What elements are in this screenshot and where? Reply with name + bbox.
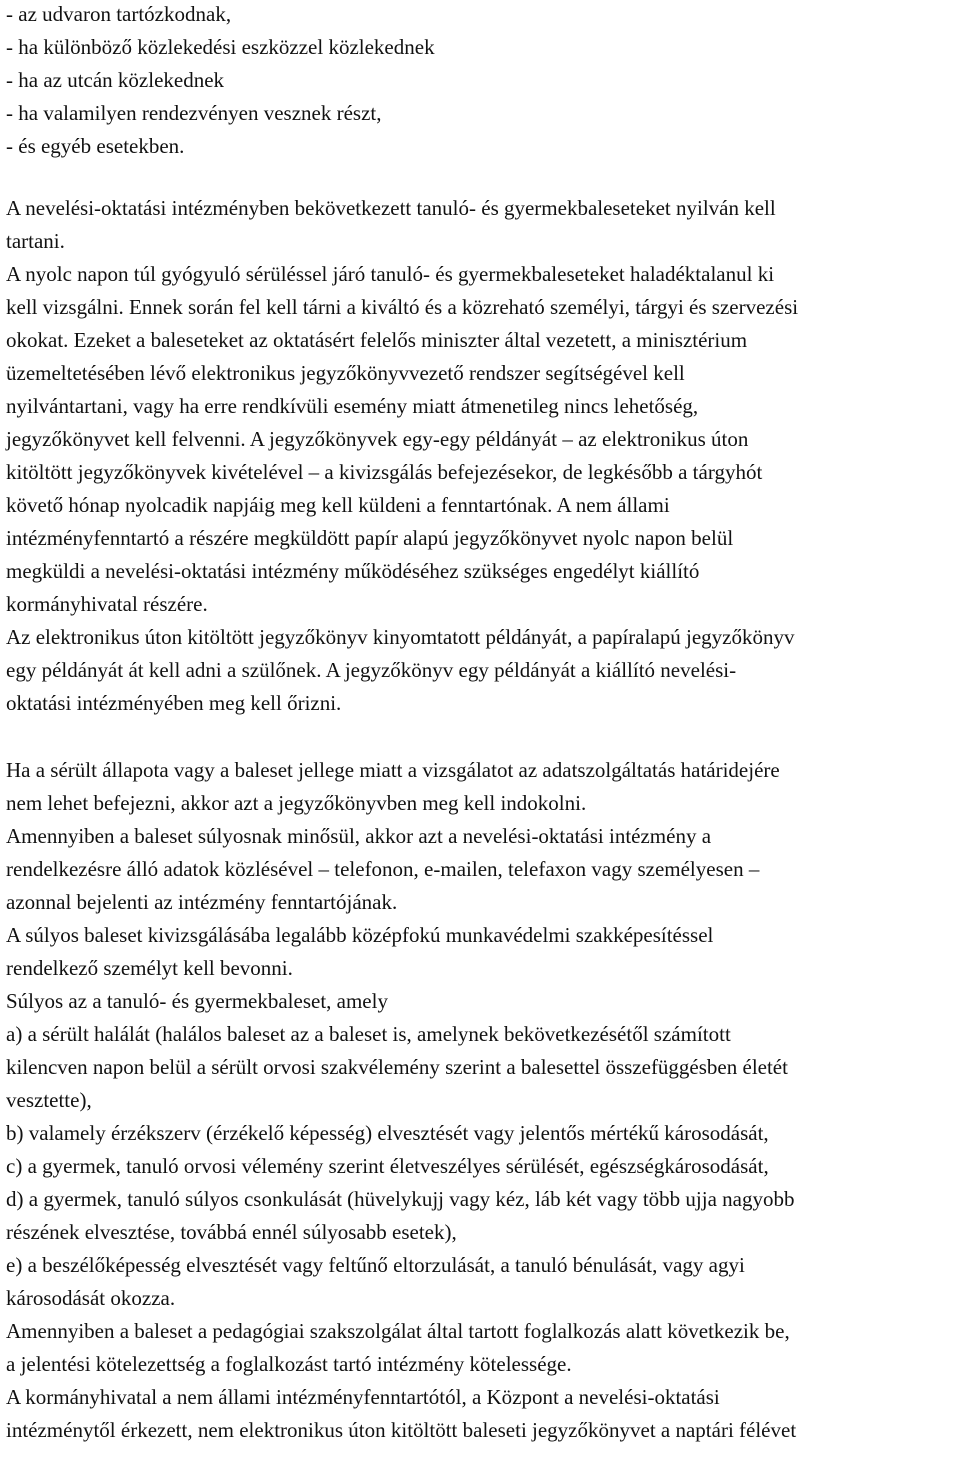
list-item: - az udvaron tartózkodnak,: [6, 2, 232, 26]
paragraph-line: intézménytől érkezett, nem elektronikus úton kitöltött baleseti jegyzőkönyvet a naptári félévet: [6, 1418, 797, 1442]
paragraph-line: A kormányhivatal a nem állami intézményfenntartótól, a Központ a nevelési-oktatási: [6, 1385, 720, 1409]
paragraph-line: a jelentési kötelezettség a foglalkozást tartó intézmény kötelessége.: [6, 1352, 572, 1376]
paragraph-line: tartani.: [6, 229, 65, 253]
paragraph-line: b) valamely érzékszerv (érzékelő képesség) elvesztését vagy jelentős mértékű károsodását,: [6, 1121, 769, 1145]
paragraph-line: egy példányát át kell adni a szülőnek. A jegyzőkönyv egy példányát a kiállító nevelési-: [6, 658, 737, 682]
paragraph-line: vesztette),: [6, 1088, 92, 1112]
paragraph-line: kell vizsgálni. Ennek során fel kell tárni a kiváltó és a közreható személyi, tárgyi és szervezési: [6, 295, 799, 319]
paragraph-line: A nyolc napon túl gyógyuló sérüléssel járó tanuló- és gyermekbaleseteket haladéktalanul ki: [6, 262, 775, 286]
paragraph-line: nem lehet befejezni, akkor azt a jegyzőkönyvben meg kell indokolni.: [6, 791, 587, 815]
list-item: - ha különböző közlekedési eszközzel közlekednek: [6, 35, 435, 59]
paragraph-line: üzemeltetésében lévő elektronikus jegyzőkönyvvezető rendszer segítségével kell: [6, 361, 685, 385]
list-item: - és egyéb esetekben.: [6, 134, 185, 158]
paragraph-line: kitöltött jegyzőkönyvek kivételével – a kivizsgálás befejezésekor, de legkésőbb a tárgyhót: [6, 460, 763, 484]
paragraph-line: követő hónap nyolcadik napjáig meg kell küldeni a fenntartónak. A nem állami: [6, 493, 670, 517]
paragraph-line: Amennyiben a baleset súlyosnak minősül, akkor azt a nevelési-oktatási intézmény a: [6, 824, 712, 848]
paragraph-line: kilencven napon belül a sérült orvosi szakvélemény szerint a balesettel összefüggésben életét: [6, 1055, 788, 1079]
paragraph-line: rendelkezésre álló adatok közlésével – telefonon, e-mailen, telefaxon vagy személyesen –: [6, 857, 760, 881]
paragraph-line: nyilvántartani, vagy ha erre rendkívüli esemény miatt átmenetileg nincs lehetőség,: [6, 394, 699, 418]
paragraph-line: kormányhivatal részére.: [6, 592, 208, 616]
paragraph-line: károsodását okozza.: [6, 1286, 176, 1310]
paragraph-line: Ha a sérült állapota vagy a baleset jellege miatt a vizsgálatot az adatszolgáltatás határidejére: [6, 758, 780, 782]
paragraph-line: c) a gyermek, tanuló orvosi vélemény szerint életveszélyes sérülését, egészségkárosodását,: [6, 1154, 769, 1178]
paragraph-line: azonnal bejelenti az intézmény fenntartójának.: [6, 890, 398, 914]
paragraph-line: részének elvesztése, továbbá ennél súlyosabb esetek),: [6, 1220, 457, 1244]
paragraph-line: oktatási intézményében meg kell őrizni.: [6, 691, 342, 715]
paragraph-line: jegyzőkönyvet kell felvenni. A jegyzőkönyvek egy-egy példányát – az elektronikus úton: [6, 427, 749, 451]
paragraph-line: intézményfenntartó a részére megküldött papír alapú jegyzőkönyvet nyolc napon belül: [6, 526, 734, 550]
paragraph-line: A nevelési-oktatási intézményben bekövetkezett tanuló- és gyermekbaleseteket nyilván kell: [6, 196, 776, 220]
paragraph-line: Az elektronikus úton kitöltött jegyzőkönyv kinyomtatott példányát, a papíralapú jegyzőkönyv: [6, 625, 795, 649]
paragraph-line: okokat. Ezeket a baleseteket az oktatásért felelős miniszter által vezetett, a minisztérium: [6, 328, 748, 352]
list-item: - ha valamilyen rendezvényen vesznek részt,: [6, 101, 382, 125]
paragraph-line: d) a gyermek, tanuló súlyos csonkulását (hüvelykujj vagy kéz, láb két vagy több ujja nagyobb: [6, 1187, 795, 1211]
paragraph-line: e) a beszélőképesség elvesztését vagy feltűnő eltorzulását, a tanuló bénulását, vagy agyi: [6, 1253, 745, 1277]
paragraph-line: Súlyos az a tanuló- és gyermekbaleset, amely: [6, 989, 388, 1013]
paragraph-line: rendelkező személyt kell bevonni.: [6, 956, 293, 980]
paragraph-line: Amennyiben a baleset a pedagógiai szakszolgálat által tartott foglalkozás alatt következik be,: [6, 1319, 790, 1343]
list-item: - ha az utcán közlekednek: [6, 68, 225, 92]
paragraph-line: megküldi a nevelési-oktatási intézmény működéséhez szükséges engedélyt kiállító: [6, 559, 700, 583]
paragraph-line: a) a sérült halálát (halálos baleset az a baleset is, amelynek bekövetkezésétől számított: [6, 1022, 731, 1046]
paragraph-line: A súlyos baleset kivizsgálásába legalább középfokú munkavédelmi szakképesítéssel: [6, 923, 714, 947]
